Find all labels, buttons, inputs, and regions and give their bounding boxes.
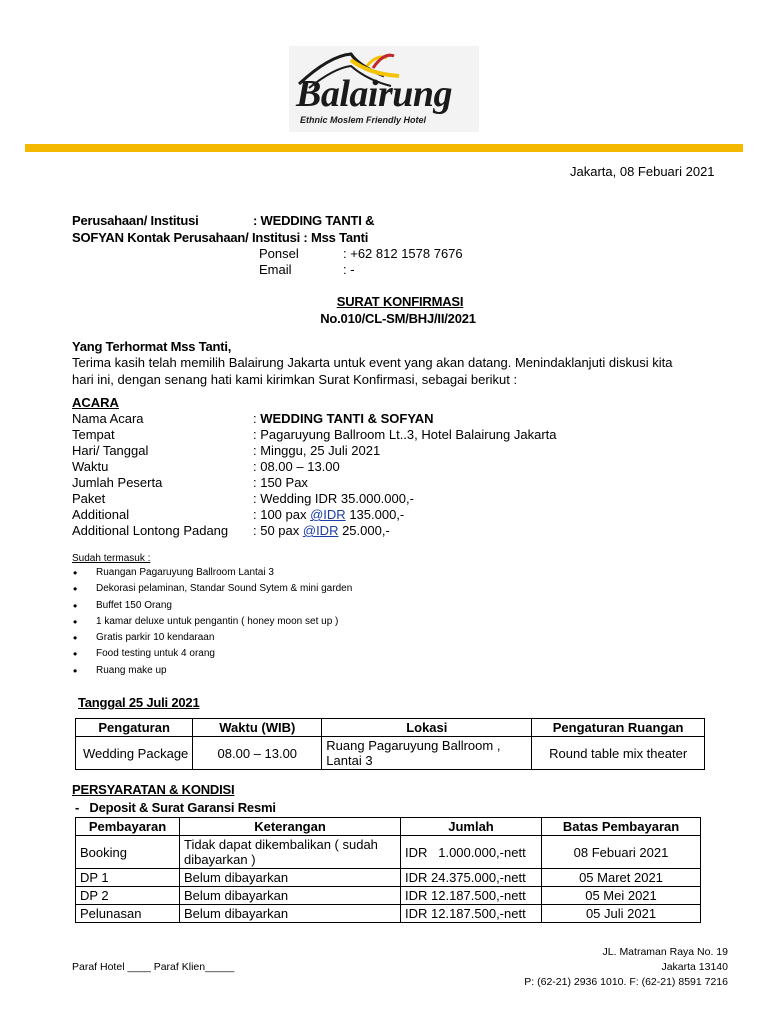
col-header: Jumlah <box>401 818 542 836</box>
table-cell: Ruang Pagaruyung Ballroom , Lantai 3 <box>322 737 532 770</box>
terms-heading: PERSYARATAN & KONDISI <box>72 782 235 797</box>
lontong-price: 25.000,- <box>338 523 390 538</box>
address-line-2: Jakarta 13140 <box>661 961 728 973</box>
table-cell: Round table mix theater <box>532 737 705 770</box>
acara-value: : 08.00 – 13.00 <box>253 459 340 474</box>
accent-bar <box>25 144 743 152</box>
table-cell: IDR 24.375.000,-nett <box>401 869 542 887</box>
col-header: Lokasi <box>322 719 532 737</box>
acara-value: : Wedding IDR 35.000.000,- <box>253 491 414 506</box>
table-cell: DP 1 <box>76 869 180 887</box>
table-row <box>76 887 701 905</box>
email-value: : - <box>343 262 355 277</box>
intro-line-1: Terima kasih telah memilih Balairung Jakarta untuk event yang akan datang. Menindaklanjuti diskusi kita <box>72 355 673 370</box>
paraf-line: Paraf Hotel ____ Paraf Klien_____ <box>72 961 235 973</box>
schedule-table <box>75 718 705 770</box>
lontong-pax: : 50 pax <box>253 523 303 538</box>
list-item: • Food testing untuk 4 orang <box>73 646 352 662</box>
schedule-heading: Tanggal 25 Juli 2021 <box>78 695 200 710</box>
ponsel-label: Ponsel <box>259 246 299 261</box>
letter-title: SURAT KONFIRMASI <box>336 294 464 309</box>
ponsel-value: : +62 812 1578 7676 <box>343 246 463 261</box>
list-item: • Ruang make up <box>73 663 352 679</box>
list-item: • Gratis parkir 10 kendaraan <box>73 630 352 646</box>
table-cell: 05 Maret 2021 <box>542 869 701 887</box>
table-cell: 08 Febuari 2021 <box>542 836 701 869</box>
letter-number: No.010/CL-SM/BHJ/II/2021 <box>320 311 476 326</box>
intro-line-2: hari ini, dengan senang hati kami kirimkan Surat Konfirmasi, sebagai berikut : <box>72 372 518 387</box>
acara-value: : Minggu, 25 Juli 2021 <box>253 443 381 458</box>
table-cell: 08.00 – 13.00 <box>193 737 322 770</box>
table-cell: IDR 12.187.500,-nett <box>401 905 542 923</box>
acara-heading: ACARA <box>72 395 119 410</box>
acara-label: Jumlah Peserta <box>72 475 163 490</box>
greeting: Yang Terhormat Mss Tanti, <box>72 339 232 354</box>
phone-line: P: (62-21) 2936 1010. F: (62-21) 8591 7216 <box>524 976 728 988</box>
acara-label: Nama Acara <box>72 411 144 426</box>
table-row <box>76 836 701 869</box>
additional-price: 135.000,- <box>345 507 405 522</box>
list-item: • Buffet 150 Orang <box>73 598 352 614</box>
contact-line: SOFYAN Kontak Perusahaan/ Institusi : Mss Tanti <box>72 230 369 245</box>
terms-sub: - Deposit & Surat Garansi Resmi <box>75 800 276 815</box>
company-label: Perusahaan/ Institusi <box>72 213 199 228</box>
table-cell: Wedding Package <box>76 737 193 770</box>
table-cell: IDR 12.187.500,-nett <box>401 887 542 905</box>
acara-label: Hari/ Tanggal <box>72 443 149 458</box>
col-header: Keterangan <box>180 818 401 836</box>
acara-label: Paket <box>72 491 106 506</box>
table-row <box>76 869 701 887</box>
acara-value <box>253 523 390 538</box>
list-item: • 1 kamar deluxe untuk pengantin ( honey moon set up ) <box>73 614 352 630</box>
table-cell: DP 2 <box>76 887 180 905</box>
idr-link[interactable]: @IDR <box>302 523 339 538</box>
table-cell: Belum dibayarkan <box>180 869 401 887</box>
date-line: Jakarta, 08 Febuari 2021 <box>570 164 715 179</box>
table-cell: Pelunasan <box>76 905 180 923</box>
table-row <box>76 905 701 923</box>
acara-value: : WEDDING TANTI & SOFYAN <box>253 411 434 426</box>
address-line-1: JL. Matraman Raya No. 19 <box>602 946 728 958</box>
deposit-title: Deposit & Surat Garansi Resmi <box>89 800 276 815</box>
acara-label: Additional Lontong Padang <box>72 523 229 538</box>
list-item: • Ruangan Pagaruyung Ballroom Lantai 3 <box>73 565 352 581</box>
table-cell: 05 Mei 2021 <box>542 887 701 905</box>
payment-table <box>75 817 701 923</box>
col-header: Waktu (WIB) <box>193 719 322 737</box>
acara-value: : 150 Pax <box>253 475 308 490</box>
email-label: Email <box>259 262 292 277</box>
col-header: Pengaturan Ruangan <box>532 719 705 737</box>
table-cell: Belum dibayarkan <box>180 905 401 923</box>
col-header: Pengaturan <box>76 719 193 737</box>
company-value: : WEDDING TANTI & <box>253 213 375 228</box>
table-row <box>76 737 705 770</box>
idr-link[interactable]: @IDR <box>310 507 346 522</box>
acara-label: Additional <box>72 507 130 522</box>
list-item: • Dekorasi pelaminan, Standar Sound Sytem & mini garden <box>73 581 352 597</box>
logo-tagline: Ethnic Moslem Friendly Hotel <box>300 115 427 125</box>
table-cell: Tidak dapat dikembalikan ( sudah dibayarkan ) <box>180 836 401 869</box>
acara-label: Waktu <box>72 459 109 474</box>
table-cell: Belum dibayarkan <box>180 887 401 905</box>
acara-label: Tempat <box>72 427 115 442</box>
hotel-address <box>524 945 728 990</box>
included-heading: Sudah termasuk : <box>72 553 151 564</box>
table-cell: 05 Juli 2021 <box>542 905 701 923</box>
event-name: WEDDING TANTI & SOFYAN <box>260 411 434 426</box>
additional-pax: : 100 pax <box>253 507 311 522</box>
included-list <box>73 565 352 679</box>
col-header: Batas Pembayaran <box>542 818 701 836</box>
table-cell: Booking <box>76 836 180 869</box>
acara-value: : Pagaruyung Ballroom Lt..3, Hotel Balairung Jakarta <box>253 427 557 442</box>
logo-wordmark: Balairung <box>296 73 453 115</box>
acara-value <box>253 507 404 522</box>
table-cell: IDR 1.000.000,-nett <box>401 836 542 869</box>
col-header: Pembayaran <box>76 818 180 836</box>
